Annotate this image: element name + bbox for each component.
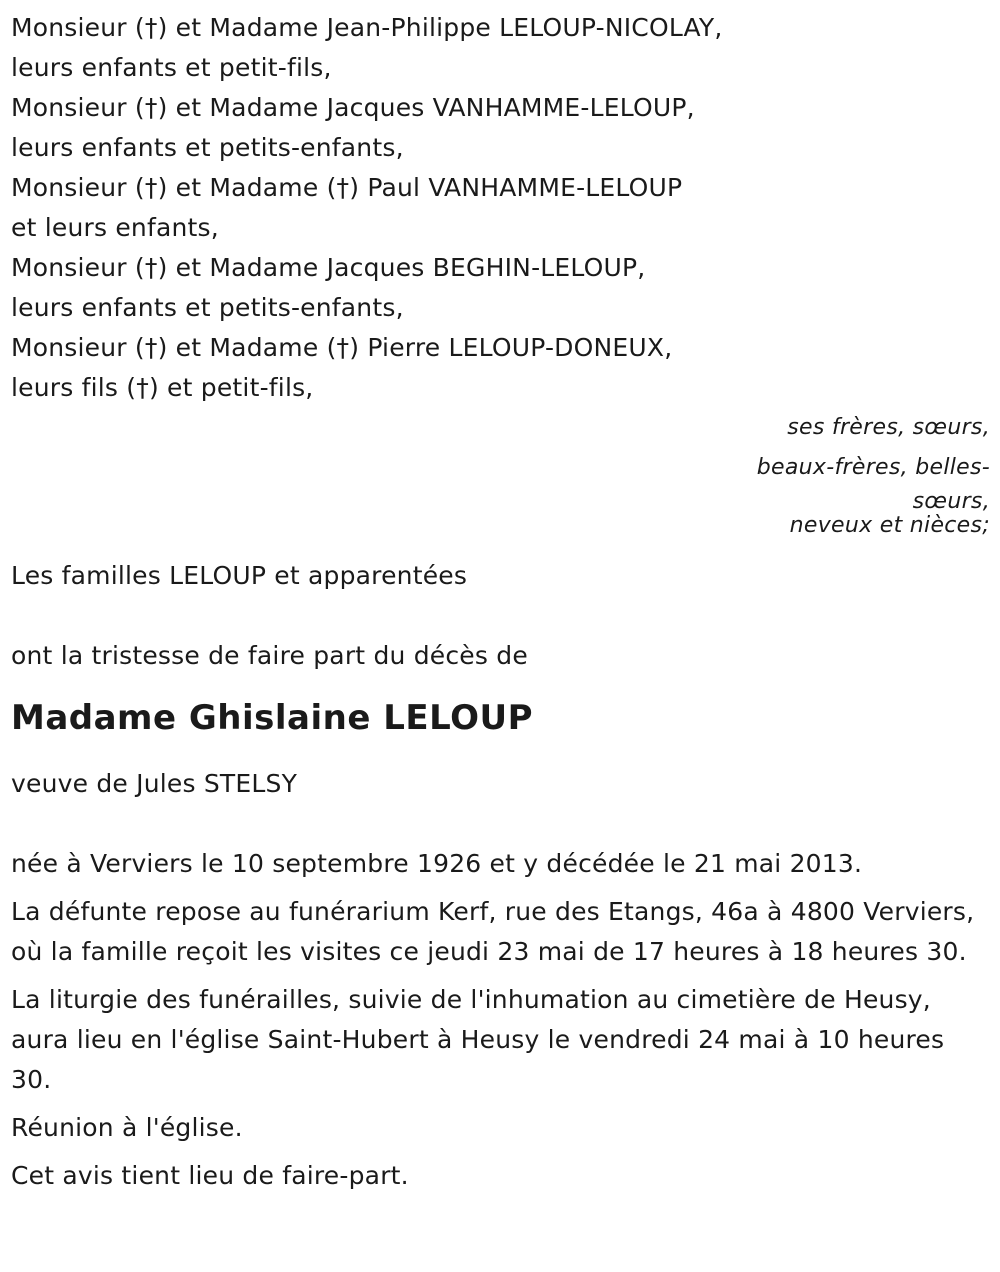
relation-block	[11, 408, 991, 538]
family-line: Monsieur (†) et Madame Jacques BEGHIN-LELOUP,	[11, 253, 646, 282]
meeting-line: Réunion à l'église.	[11, 1113, 243, 1142]
notice-line: Cet avis tient lieu de faire-part.	[11, 1161, 409, 1190]
families-line: Les familles LELOUP et apparentées	[11, 561, 468, 590]
relation-line: ses frères, sœurs,	[787, 415, 990, 440]
family-line: Monsieur (†) et Madame (†) Pierre LELOUP-DONEUX,	[11, 333, 673, 362]
funerarium-paragraph: La défunte repose au funérarium Kerf, rue des Etangs, 46a à 4800 Verviers, où la famille reçoit les visites ce jeudi 23 mai de 17 heures à 18 heures 30.	[11, 897, 975, 966]
family-line: Monsieur (†) et Madame (†) Paul VANHAMME-LELOUP	[11, 173, 683, 202]
widow-of-line: veuve de Jules STELSY	[11, 769, 298, 798]
announcement-line: ont la tristesse de faire part du décès de	[11, 641, 528, 670]
relation-line: sœurs,	[912, 489, 990, 514]
deceased-name: Madame Ghislaine LELOUP	[11, 698, 534, 738]
family-line: leurs enfants et petits-enfants,	[11, 133, 404, 162]
family-line: leurs enfants et petit-fils,	[11, 53, 332, 82]
obituary-notice	[11, 8, 991, 1196]
family-line: leurs enfants et petits-enfants,	[11, 293, 404, 322]
family-list	[11, 8, 991, 408]
family-line: et leurs enfants,	[11, 213, 219, 242]
relation-line: beaux-frères, belles-	[756, 455, 990, 480]
family-line: Monsieur (†) et Madame Jean-Philippe LELOUP-NICOLAY,	[11, 13, 723, 42]
family-line: Monsieur (†) et Madame Jacques VANHAMME-LELOUP,	[11, 93, 695, 122]
family-line: leurs fils (†) et petit-fils,	[11, 373, 314, 402]
birth-death-line: née à Verviers le 10 septembre 1926 et y décédée le 21 mai 2013.	[11, 849, 863, 878]
relation-line: neveux et nièces;	[789, 513, 990, 538]
liturgy-paragraph: La liturgie des funérailles, suivie de l'inhumation au cimetière de Heusy, aura lieu en l'église Saint-Hubert à Heusy le vendredi 24 mai à 10 heures 30.	[11, 985, 945, 1094]
